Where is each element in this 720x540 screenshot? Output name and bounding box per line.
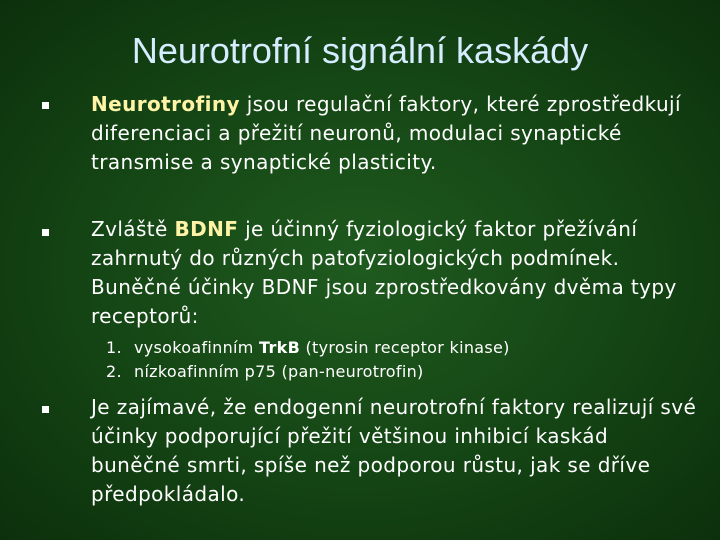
receptor-prefix: vysokoafinním	[134, 338, 260, 357]
highlight-bdnf: BDNF	[174, 217, 239, 241]
receptor-item-1	[106, 336, 706, 360]
bullet-3-text: Je zajímavé, že endogenní neurotrofní faktory realizují své účinky podporující přežití většinou inhibicí kaskád buněčné smrti, spíše než podporou růstu, jak se dříve předpokládalo.	[91, 395, 697, 506]
receptor-bold: TrkB	[259, 338, 301, 357]
receptor-suffix: (tyrosin receptor kinase)	[300, 338, 510, 357]
bullet-marker	[42, 102, 49, 109]
receptor-item-2	[106, 360, 706, 384]
receptor-prefix: nízkoafinním p75 (pan-neurotrofin)	[134, 362, 424, 381]
bullet-2-text: je účinný fyziologický faktor přežívání zahrnutý do různých patofyziologických podmínek. Buněčné účinky BDNF jsou zprostředkovány dvěma typy receptorů:	[91, 217, 677, 328]
receptor-list	[106, 336, 706, 384]
bullet-marker	[42, 406, 49, 413]
bullet-2-prefix: Zvláště	[91, 217, 175, 241]
receptor-number: 2.	[106, 362, 122, 381]
bullet-paragraph-1	[91, 90, 701, 177]
slide-title: Neurotrofní signální kaskády	[131, 30, 589, 71]
receptor-number: 1.	[106, 338, 122, 357]
highlight-neurotrofiny: Neurotrofiny	[91, 92, 240, 116]
bullet-paragraph-3	[91, 393, 701, 509]
bullet-paragraph-2	[91, 215, 701, 331]
bullet-marker	[42, 229, 49, 236]
bullet-1-text: jsou regulační faktory, které zprostředkují diferenciaci a přežití neuronů, modulaci synaptické transmise a synaptické plasticity.	[91, 92, 681, 174]
